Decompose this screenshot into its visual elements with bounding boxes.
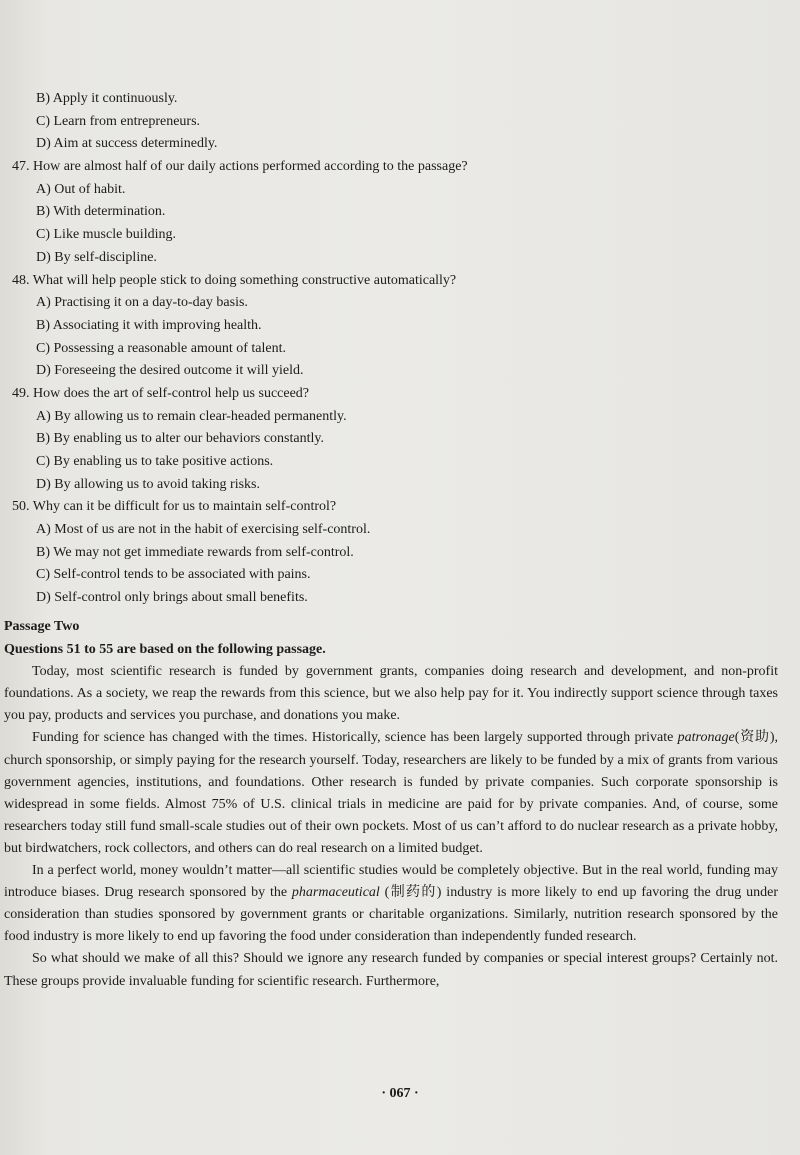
question-50 bbox=[0, 496, 800, 609]
option: B) Associating it with improving health. bbox=[36, 317, 262, 333]
passage-title: Passage Two bbox=[4, 618, 80, 634]
question-47 bbox=[0, 156, 800, 269]
paragraph bbox=[4, 948, 778, 992]
option: A) By allowing us to remain clear-headed permanently. bbox=[36, 408, 347, 424]
option: D) Aim at success determinedly. bbox=[36, 136, 218, 152]
option: B) We may not get immediate rewards from self-control. bbox=[36, 544, 354, 560]
option: A) Most of us are not in the habit of exercising self-control. bbox=[36, 522, 371, 538]
option: D) Self-control only brings about small benefits. bbox=[36, 590, 308, 606]
paragraph-text: Funding for science has changed with the times. Historically, science has been largely supported through private bbox=[32, 730, 678, 746]
option: D) Foreseeing the desired outcome it will yield. bbox=[36, 363, 304, 379]
paragraph-text: (制药的) industry is more likely to end up favoring the drug under consideration than studies sponsored by government grants or charitable organizations. Similarly, nutrition research sponsored by the food industry is more likely to end up favoring the food under consideration than independently funded research. bbox=[4, 885, 779, 945]
question-stem: 49. How does the art of self-control help us succeed? bbox=[12, 385, 310, 401]
paragraph-text: So what should we make of all this? Should we ignore any research funded by companies or special interest groups? Certainly not. These groups provide invaluable funding for scientific research. Furthermore, bbox=[4, 951, 778, 989]
paragraph bbox=[4, 727, 778, 860]
paragraph-text: (资助), church sponsorship, or simply paying for the research yourself. Today, researchers are likely to be funded by a mix of grants from various government agencies, institutions, and foundations. Other research is funded by private companies. Such corporate sponsorship is widespread in some fields. Almost 75% of U.S. clinical trials in medicine are paid for by private companies. And, of course, some researchers today still fund small-scale studies out of their own pockets. Most of us can’t afford to do nuclear research as a private hobby, but birdwatchers, rock collectors, and others can do real research on a limited budget. bbox=[4, 730, 779, 856]
paragraph bbox=[4, 661, 778, 727]
option: D) By allowing us to avoid taking risks. bbox=[36, 476, 260, 492]
paragraph-text: In a perfect world, money wouldn’t matter—all scientific studies would be completely objective. But in the real world, funding may introduce biases. Drug research sponsored by the bbox=[4, 863, 778, 901]
question-stem: 50. Why can it be difficult for us to maintain self-control? bbox=[12, 499, 337, 515]
paragraph-text: Today, most scientific research is funded by government grants, companies doing research and development, and non-profit foundations. As a society, we reap the rewards from this science, but we also help pay for it. You indirectly support science through taxes you pay, products and services you purchase, and donations you make. bbox=[4, 664, 778, 724]
option: C) By enabling us to take positive actions. bbox=[36, 454, 274, 469]
question-stem: 47. How are almost half of our daily actions performed according to the passage? bbox=[12, 159, 468, 175]
option: C) Learn from entrepreneurs. bbox=[36, 113, 201, 129]
question-46-options bbox=[0, 88, 800, 156]
glossed-term: patronage bbox=[677, 730, 735, 746]
option: B) With determination. bbox=[36, 204, 166, 220]
option: B) By enabling us to alter our behaviors constantly. bbox=[36, 431, 324, 447]
question-48 bbox=[0, 270, 800, 383]
option: A) Practising it on a day-to-day basis. bbox=[36, 295, 248, 311]
option: C) Like muscle building. bbox=[36, 227, 176, 243]
page-number: · 067 · bbox=[381, 1086, 419, 1101]
page-content bbox=[0, 88, 800, 993]
option: A) Out of habit. bbox=[36, 181, 126, 197]
passage-instruction: Questions 51 to 55 are based on the following passage. bbox=[4, 641, 326, 657]
glossed-term: pharmaceutical bbox=[291, 885, 380, 901]
option: B) Apply it continuously. bbox=[36, 91, 178, 106]
option: C) Possessing a reasonable amount of talent. bbox=[36, 340, 287, 356]
passage-body bbox=[4, 661, 778, 992]
option: D) By self-discipline. bbox=[36, 249, 157, 265]
question-49 bbox=[0, 383, 800, 496]
paragraph bbox=[4, 860, 778, 948]
option: C) Self-control tends to be associated with pains. bbox=[36, 567, 311, 583]
question-stem: 48. What will help people stick to doing something constructive automatically? bbox=[12, 272, 457, 288]
